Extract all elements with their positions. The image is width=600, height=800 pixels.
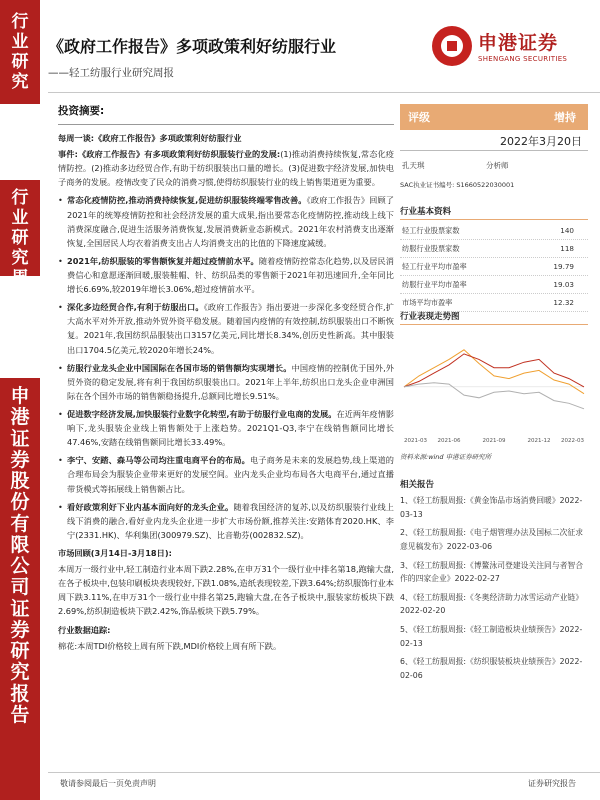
trend-chart-title: 行业表现走势图: [400, 310, 588, 325]
report-date: 2022年3月20日: [500, 135, 582, 148]
footer-disclaimer: 敬请参阅最后一页免责声明: [60, 779, 156, 788]
date-divider: [400, 150, 588, 151]
banner-char: 报: [10, 682, 30, 705]
related-reports-list: [400, 494, 590, 688]
banner-char: 券: [10, 448, 30, 471]
bullet-body: 电子商务是未来的发展趋势,线上渠道的合理布局会为服装企业带来更好的发展空间。业内龙头企业均布局各大电商平台,通过直播带货模式等拓展线上销售额占比。: [67, 455, 394, 494]
company-logo: [432, 26, 592, 72]
logo-text: 申港证券: [478, 32, 559, 54]
banner-char: 业: [11, 32, 29, 53]
table-cell-key: 纺服行业股票家数: [402, 244, 460, 253]
basic-data-table: [400, 222, 588, 312]
banner-char: 研: [10, 640, 30, 663]
series-line-1: [404, 354, 584, 387]
banner-char: 周: [11, 268, 29, 289]
rating-bar: [400, 104, 588, 130]
market-review-title: 市场回顾(3月14日-3月18日):: [58, 548, 172, 558]
banner-char: 证: [10, 427, 30, 450]
table-cell-value: 19.79: [553, 262, 574, 271]
related-report-link[interactable]: 5、《轻工纺服周报:《轻工制造板块业绩预告》2022-02-13: [400, 625, 583, 648]
industry-data-title: 行业数据追踪:: [58, 624, 111, 635]
table-row: [400, 222, 588, 240]
x-tick-label: 2021-03: [404, 438, 427, 444]
bullet-lead: 促进数字经济发展,加快服装行业数字化转型,有助于纺服行业电商的发展。: [67, 409, 337, 420]
banner-char: 业: [11, 208, 29, 229]
bullet-lead: 2021年,纺织服装的零售额恢复并超过疫情前水平。: [67, 255, 259, 266]
x-tick-label: 2022-03: [561, 438, 584, 444]
banner-char: 究: [10, 661, 30, 684]
table-row: [400, 276, 588, 294]
bullet-body: 《政府工作报告》指出要进一步深化多变经贸合作,扩大高水平对外开放,推动外贸外资平稳发展。随着国内疫情的有效控制,纺织服装出口不断恢复。2021年,我国纺织品服装出口3157亿美元,同比增长8.34%,创历史性新高。其中服装出口1704.5亿美元,较2020年增长24%。: [67, 302, 394, 355]
table-row: [400, 240, 588, 258]
event-paragraph: [58, 147, 394, 189]
logo-english-text: SHENGANG SECURITIES: [478, 55, 568, 63]
banner-weekly-report: [0, 180, 40, 309]
bullet-item: [58, 300, 394, 356]
table-cell-value: 140: [560, 226, 574, 235]
banner-char: 券: [10, 618, 30, 641]
abstract-title: 投资摘要:: [58, 105, 105, 117]
bullet-body: 中国疫情的控制优于国外,外贸外资的稳定发展,将有利于我国纺织服装出口。2021年上半年,纺织出口龙头企业申洲国际在各个国外市场的销售额稳扬提升,总额同比增长9.51%。: [67, 362, 394, 401]
banner-char: 告: [10, 703, 30, 726]
report-header: [48, 34, 448, 80]
related-reports-title: 相关报告: [400, 480, 435, 490]
banner-char: 究: [11, 248, 29, 269]
industry-trend-chart: [400, 326, 588, 446]
banner-company-name: [0, 378, 40, 800]
table-cell-value: 19.03: [553, 280, 574, 289]
banner-char: 份: [10, 491, 30, 514]
bullet-lead: 看好政策利好下业内基本面向好的龙头企业。: [67, 501, 234, 512]
banner-char: 研: [11, 228, 29, 249]
table-cell-key: 轻工行业股票家数: [402, 226, 460, 235]
industry-data-body: 棉花:本周TDI价格较上周有所下跌,MDI价格较上周有所下跌。: [58, 640, 282, 651]
market-review-body: 本周万一级行业中,轻工制造行业本周下跌2.28%,在申万31个一级行业中排名第18,跑输大盘,在各子板块中,包装印刷板块表现较好,下跌1.08%,造纸表现较差,下跌3.64%;纺织服饰行业本周下跌3.11%,在申万31个一级行业中排名第25,跑输大盘,在各子板块中,服装家纺板块下跌2.69%,纺织制造板块下跌2.42%,饰品板块下跌5.79%。: [58, 564, 394, 617]
bullet-body: 随着我国经济的复苏,以及纺织服装行业线上线下消费的融合,看好业内龙头企业进一步扩大市场份额,推荐关注:安踏体育2020.HK、李宁(2331.HK)、华利集团(300979.SZ)、比音勒芬(002832.SZ)。: [67, 501, 394, 540]
abstract-divider: [58, 124, 394, 125]
bullet-body: 《政府工作报告》回顾了2021年的统筹疫情防控和社会经济发展的重大成果,指出要常态化疫情防控,推动线上线下消费深度融合,促进生活服务消费恢复,发展消费新业态新模式。2021年农村消费支出逐渐恢复,全国居民人均衣着消费支出占人均消费支出的比值的下降速度减缓。: [67, 195, 394, 248]
related-report-link[interactable]: 4、《轻工纺服周报:《冬奥经济助力冰雪运动产业链》2022-02-20: [400, 592, 584, 616]
basic-data-title: 行业基本资料: [400, 205, 588, 220]
related-report-link[interactable]: 6、《轻工纺服周报:《纺织服装板块业绩预告》2022-02-06: [400, 657, 583, 681]
bullet-item: [58, 500, 394, 542]
related-report-link[interactable]: 2、《轻工纺服周报:《电子烟管理办法及国标二次征求意见稿发布》2022-03-06: [400, 528, 584, 551]
analyst-sac: SAC执业证书编号: S1660522030001: [400, 181, 515, 189]
bullet-item: [58, 453, 394, 495]
rating-label: 评级: [408, 111, 430, 124]
analyst-role: 分析师: [486, 161, 509, 170]
table-cell-value: 12.32: [553, 298, 574, 307]
chart-source: 资料来源:wind 申港证券研究所: [400, 453, 492, 461]
header-divider: [48, 92, 600, 93]
related-report-link[interactable]: 3、《轻工纺服周报:《博鳌泳司登建设关注同与者智合作的四家企业》2022-02-27: [400, 560, 584, 584]
banner-char: 限: [10, 533, 30, 556]
banner-char: 司: [10, 576, 30, 599]
table-cell-key: 纺服行业平均市盈率: [402, 280, 467, 289]
footer-divider: [48, 772, 600, 773]
x-tick-label: 2021-09: [482, 438, 506, 444]
report-subtitle: ——轻工纺服行业研究周报: [48, 67, 174, 79]
banner-char: 公: [10, 555, 30, 578]
analyst-name: 孔天琪: [402, 161, 425, 170]
table-cell-key: 轻工行业平均市盈率: [402, 262, 467, 271]
banner-char: 股: [10, 470, 30, 493]
banner-char: 究: [11, 72, 29, 93]
bullet-lead: 常态化疫情防控,推动消费持续恢复,促进纺织服装终端零售改善。: [67, 195, 307, 206]
banner-char: 有: [10, 512, 30, 535]
event-body: (1)推动消费持续恢复,常态化疫情防控。(2)推动多边经贸合作,有助于纺织服装出口量的增长。(3)促进数字经济发展,加快电子商务的发展。疫情改变了民众的消费习惯,使得纺织服装行业的线上销售渠道更为重要。: [58, 149, 394, 188]
report-title: 《政府工作报告》多项政策利好纺服行业: [48, 37, 337, 56]
banner-char: 证: [10, 597, 30, 620]
table-cell-value: 118: [560, 244, 574, 253]
bullet-item: [58, 407, 394, 449]
shengang-logo-icon: [432, 26, 472, 66]
rating-value: 增持: [554, 111, 576, 124]
bullet-item: [58, 193, 394, 249]
bullet-item: [58, 361, 394, 403]
bullet-item: [58, 254, 394, 296]
bullet-lead: 李宁、安踏、森马等公司均注重电商平台的布局。: [67, 455, 250, 466]
bullet-lead: 深化多边经贸合作,有利于纺服出口。: [67, 302, 204, 313]
bullet-lead: 纺服行业龙头企业中国国际在各国市场的销售额均实现增长。: [67, 362, 292, 373]
banner-char: 行: [11, 12, 29, 32]
banner-char: 研: [11, 52, 29, 73]
bullet-body: 在近两年疫情影响下,龙头服装企业线上销售额处于上涨趋势。2021Q1-Q3,李宁在线销售额同比增长47.46%,安踏在线销售额同比增长33.49%。: [67, 409, 394, 448]
x-tick-label: 2021-12: [527, 438, 551, 444]
table-row: [400, 258, 588, 276]
banner-char: 报: [11, 288, 29, 309]
main-content: [58, 98, 394, 653]
banner-industry-research: [0, 0, 40, 104]
related-report-link[interactable]: 1、《轻工纺服周报:《黄金饰品市场消费回暖》2022-03-13: [400, 496, 583, 519]
x-tick-label: 2021-06: [437, 438, 461, 444]
banner-char: 申: [10, 385, 30, 407]
left-banner: [0, 0, 40, 800]
banner-char: 行: [11, 188, 29, 208]
event-lead: 事件:《政府工作报告》有多项政策利好纺织服装行业的发展:: [58, 149, 281, 160]
footer-report-type: 证券研究报告: [528, 779, 576, 788]
weekly-view: 每周一谈:《政府工作报告》多项政策利好纺服行业: [58, 133, 242, 144]
table-cell-key: 市场平均市盈率: [402, 298, 453, 307]
bullet-body: 随着疫情防控常态化趋势,以及居民消费信心和意愿逐渐回暖,服装鞋帽、针、纺织品类的零售额于2021年初迅速回升,全年同比增长6.69%,较2019年增长3.06%,超过疫情前水平。: [67, 255, 394, 295]
banner-char: 港: [10, 406, 30, 429]
